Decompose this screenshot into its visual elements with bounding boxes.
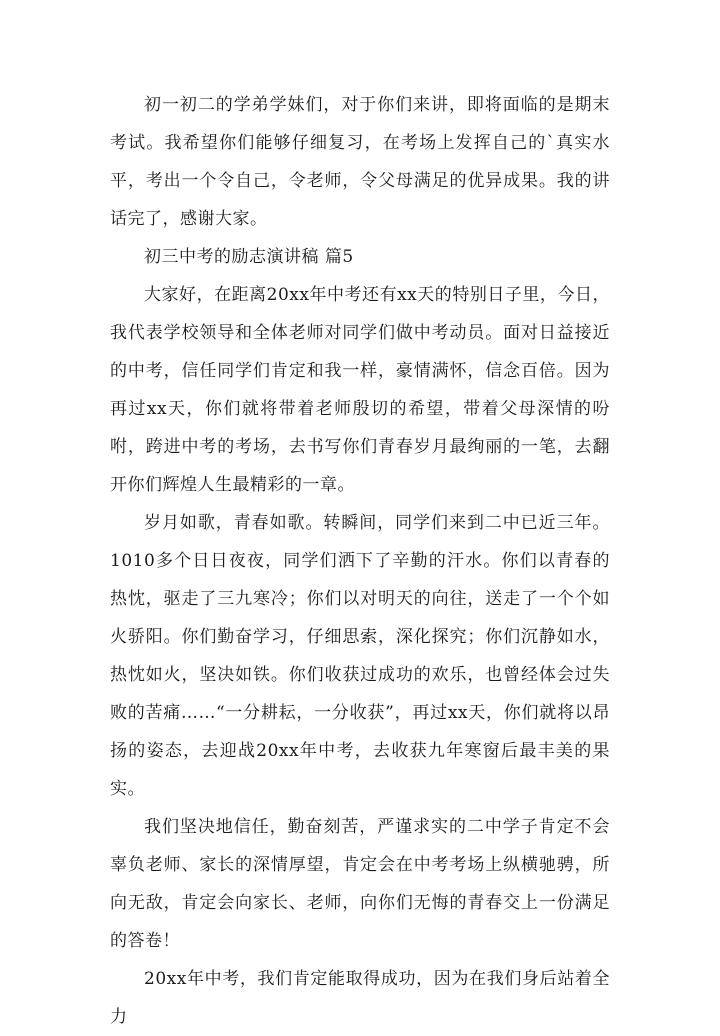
paragraph-greeting: 大家好，在距离20xx年中考还有xx天的特别日子里，今日，我代表学校领导和全体老师对同学们做中考动员。面对日益接近的中考，信任同学们肯定和我一样，豪情满怀，信念百倍。因为再过xx天，你们就将带着老师殷切的希望，带着父母深情的吩咐，跨进中考的考场，去书写你们青春岁月最绚丽的一笔，去翻开你们辉煌人生最精彩的一章。 [110,285,610,495]
paragraph-confidence: 我们坚决地信任，勤奋刻苦，严谨求实的二中学子肯定不会辜负老师、家长的深情厚望，肯定会在中考考场上纵横驰骋，所向无敌，肯定会向家长、老师，向你们无悔的青春交上一份满足的答卷！ [110,817,610,951]
paragraph-success: 20xx年中考，我们肯定能取得成功，因为在我们身后站着全力 [110,969,610,1027]
paragraph-years-as-song: 岁月如歌，青春如歌。转瞬间，同学们来到二中已近三年。1010多个日日夜夜，同学们洒下了辛勤的汗水。你们以青春的热忱，驱走了三九寒冷；你们以对明天的向往，送走了一个个如火骄阳。你们勤奋学习，仔细思索，深化探究；你们沉静如水，热忱如火，坚决如铁。你们收获过成功的欢乐，也曾经体会过失败的苦痛……“一分耕耘，一分收获”，再过xx天，你们就将以昂扬的姿态，去迎战20xx年中考，去收获九年寒窗后最丰美的果实。 [110,513,610,799]
paragraph-closing-remarks: 初一初二的学弟学妹们，对于你们来讲，即将面临的是期末考试。我希望你们能够仔细复习，在考场上发挥自己的`真实水平，考出一个令自己，令老师，令父母满足的优异成果。我的讲话完了，感谢大家。 [110,95,610,229]
document-body [110,86,610,1036]
section-heading: 初三中考的励志演讲稿 篇5 [144,247,354,267]
